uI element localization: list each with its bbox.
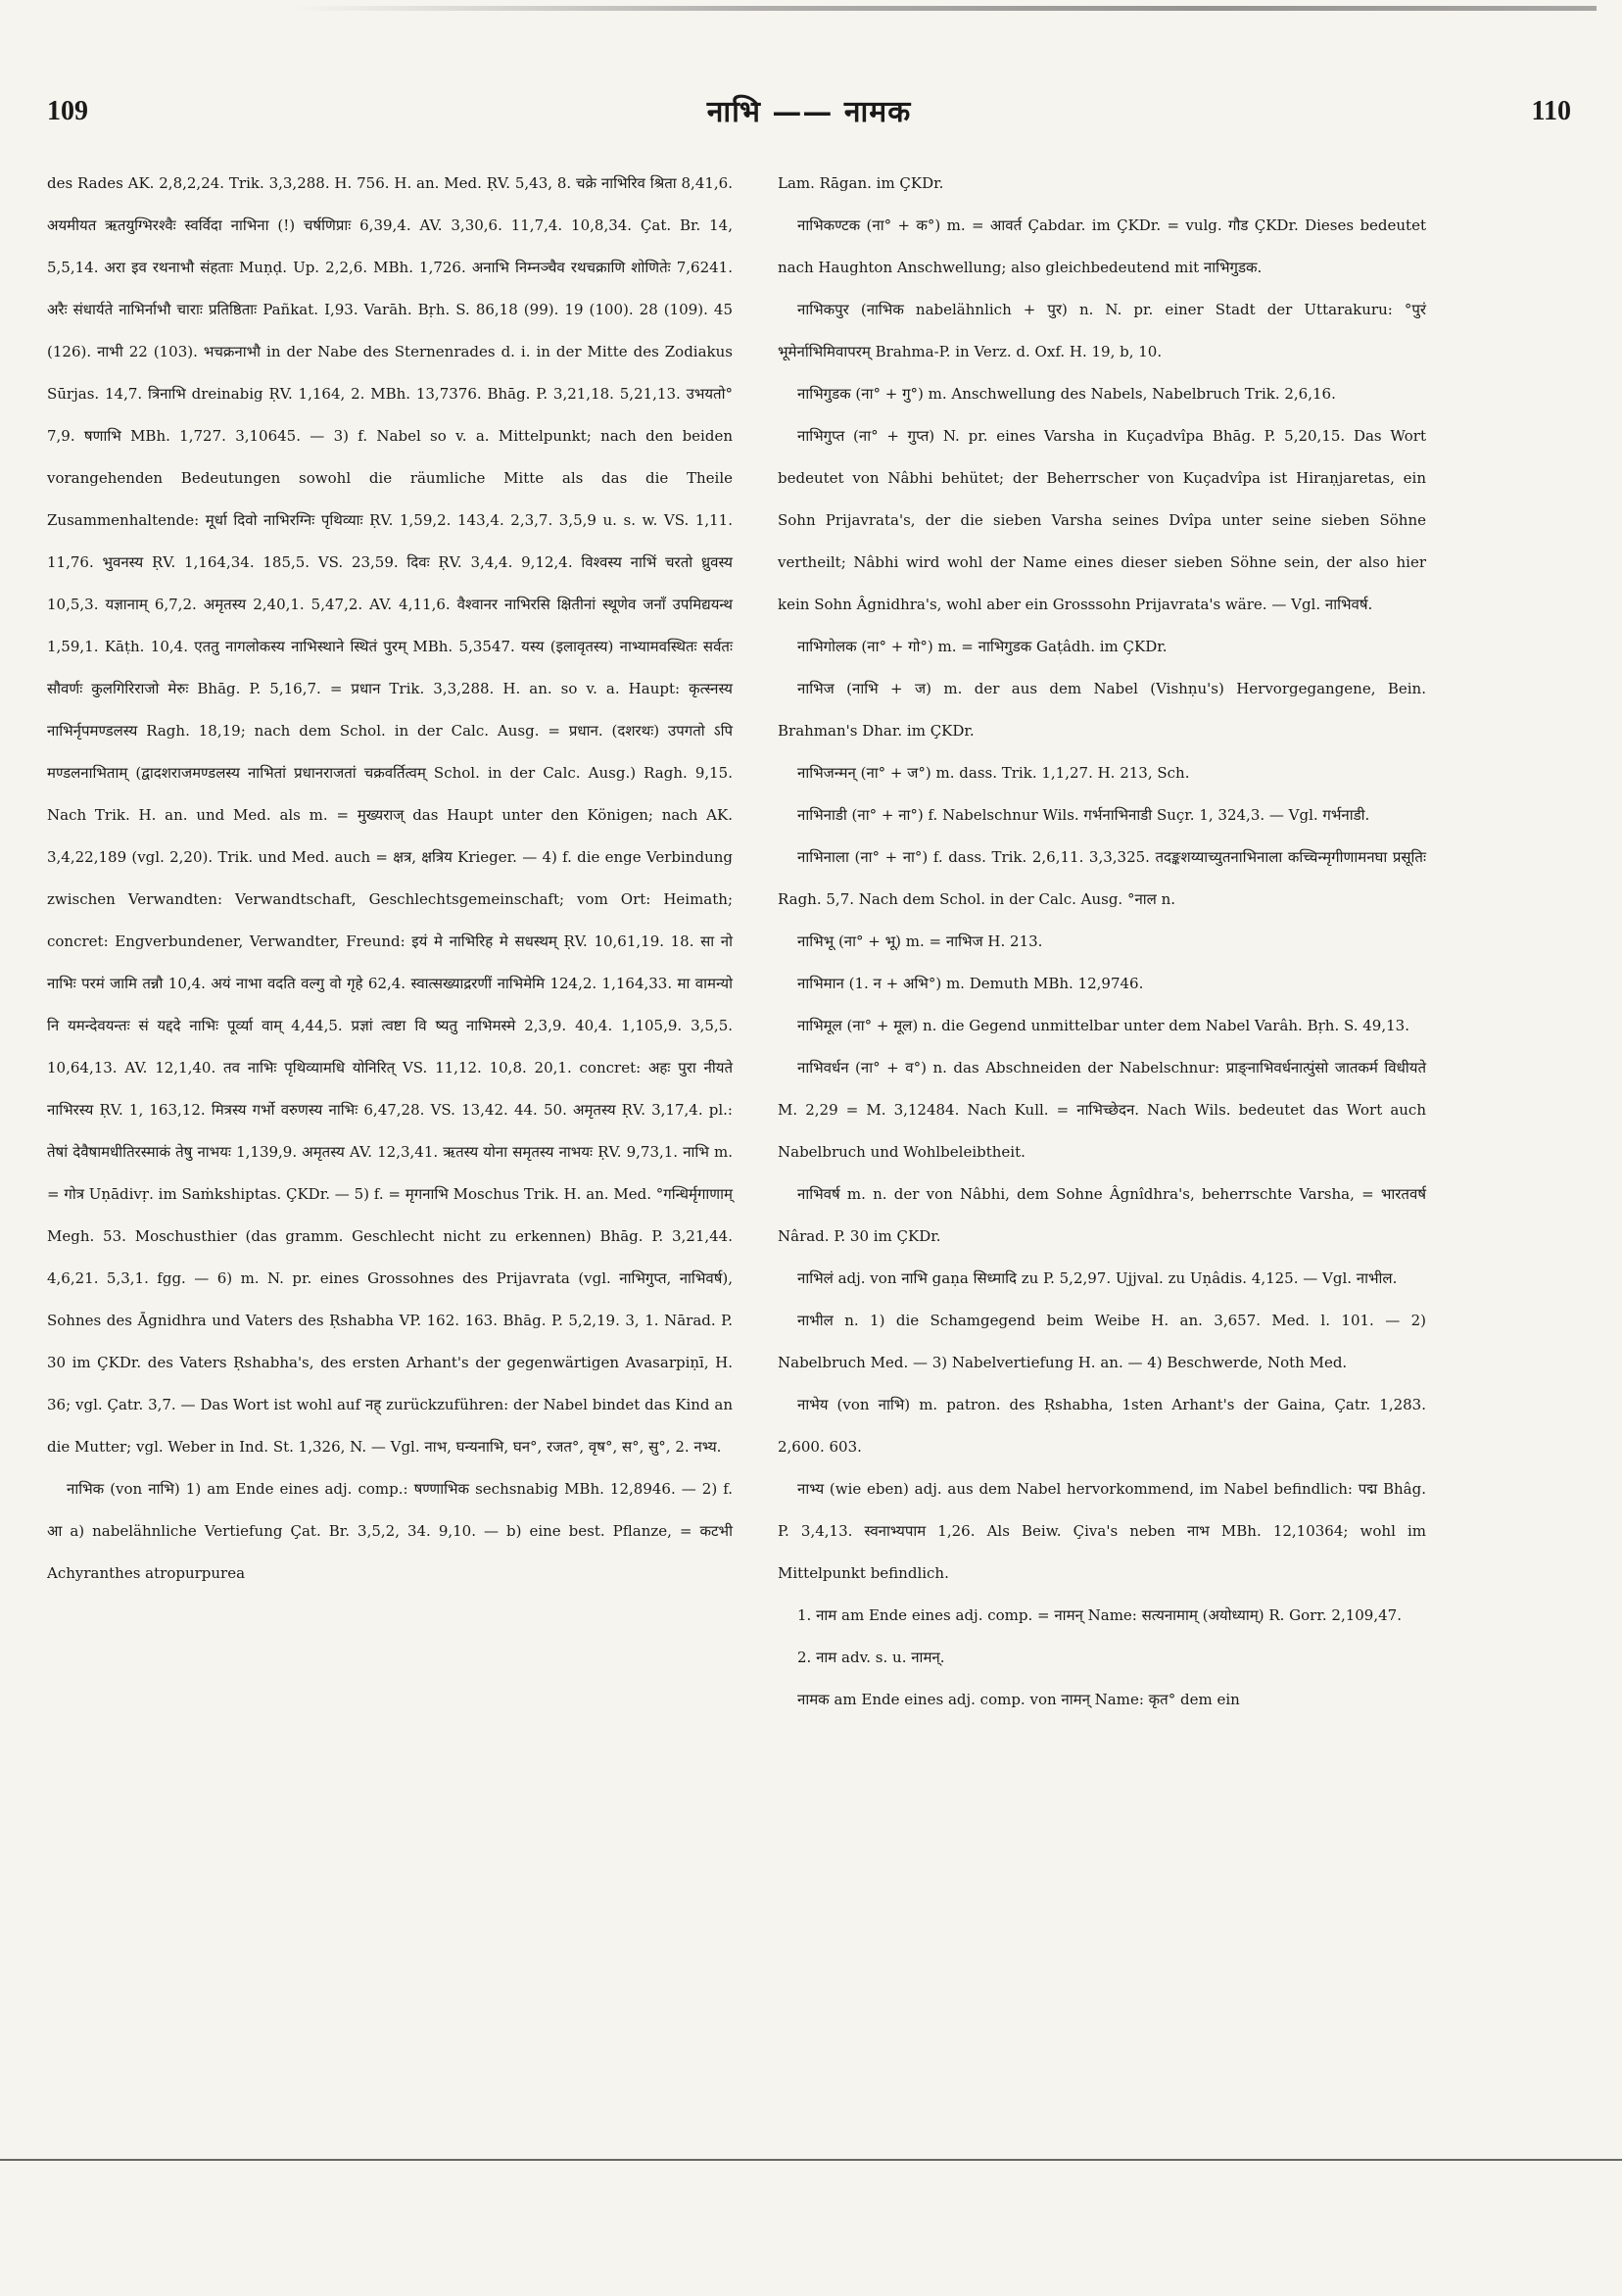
dictionary-entry: नाभिजन्मन् (ना° + ज°) m. dass. Trik. 1,1,27. H. 213, Sch.	[797, 764, 1190, 782]
left-column	[47, 163, 733, 1595]
dictionary-entry: Lam. Rāgan. im ÇKDr.	[778, 174, 944, 192]
dictionary-entry: नाभिमान (1. न + अभि°) m. Demuth MBh. 12,9746.	[797, 975, 1144, 992]
dictionary-entry: नाभिगुडक (ना° + गु°) m. Anschwellung des Nabels, Nabelbruch Trik. 2,6,16.	[797, 385, 1336, 403]
dictionary-entry: नाभिवर्ष m. n. der von Nâbhi, dem Sohne Âgnîdhra's, beherrschte Varsha, = भारतवर्ष Nârad. P. 30 im ÇKDr.	[778, 1185, 1426, 1245]
dictionary-entry: नाभेय (von नाभि) m. patron. des Ṛshabha, 1sten Arhant's der Gaina, Çatr. 1,283. 2,600. 603.	[778, 1396, 1426, 1456]
dictionary-entry: नाभिवर्धन (ना° + व°) n. das Abschneiden der Nabelschnur: प्राङ्नाभिवर्धनात्पुंसो जातकर्म विधीयते M. 2,29 = M. 3,12484. Nach Kull. = नाभिच्छेदन. Nach Wils. bedeutet das Wort auch Nabelbruch und Wohlbeleibtheit.	[778, 1059, 1426, 1161]
dictionary-entry: नामक am Ende eines adj. comp. von नामन् Name: कृत° dem ein	[797, 1691, 1240, 1708]
dictionary-entry: des Rades AK. 2,8,2,24. Trik. 3,3,288. H. 756. H. an. Med. ṚV. 5,43, 8. चक्रे नाभिरिव श्रिता 8,41,6. अयमीयत ऋतयुग्भिरश्वैः स्वर्विदा नाभिना (!) चर्षणिप्राः 6,39,4. AV. 3,30,6. 11,7,4. 10,8,34. Çat. Br. 14, 5,5,14. अरा इव रथनाभौ संहताः Muṇḍ. Up. 2,2,6. MBh. 1,726. अनाभि निम्नञ्चैव रथचक्राणि शोणितेः 7,6241. अरैः संधार्यते नाभिर्नाभौ चाराः प्रतिष्ठिताः Pañkat. I,93. Varāh. Bṛh. S. 86,18 (99). 19 (100). 28 (109). 45 (126). नाभी 22 (103). भचक्रनाभौ in der Nabe des Sternenrades d. i. in der Mitte des Zodiakus Sūrjas. 14,7. त्रिनाभि dreinabig ṚV. 1,164, 2. MBh. 13,7376. Bhāg. P. 3,21,18. 5,21,13. उभयतो° 7,9. षणाभि MBh. 1,727. 3,10645. — 3) f. Nabel so v. a. Mittelpunkt; nach den beiden vorangehenden Bedeutungen sowohl die räumliche Mitte als das die Theile Zusammenhaltende: मूर्धा दिवो नाभिरग्निः पृथिव्याः ṚV. 1,59,2. 143,4. 2,3,7. 3,5,9 u. s. w. VS. 1,11. 11,76. भुवनस्य ṚV. 1,164,34. 185,5. VS. 23,59. दिवः ṚV. 3,4,4. 9,12,4. विश्वस्य नाभिं चरतो ध्रुवस्य 10,5,3. यज्ञानाम् 6,7,2. अमृतस्य 2,40,1. 5,47,2. AV. 4,11,6. वैश्वानर नाभिरसि क्षितीनां स्थूणेव जनाँ उपमिद्ययन्थ 1,59,1. Kāṭh. 10,4. एततु नागलोकस्य नाभिस्थाने स्थितं पुरम् MBh. 5,3547. यस्य (इलावृतस्य) नाभ्यामवस्थितः सर्वतः सौवर्णः कुलगिरिराजो मेरुः Bhāg. P. 5,16,7. = प्रधान Trik. 3,3,288. H. an. so v. a. Haupt: कृत्स्नस्य नाभिर्नृपमण्डलस्य Ragh. 18,19; nach dem Schol. in der Calc. Ausg. = प्रधान. (दशरथः) उपगतो ऽपि मण्डलनाभिताम् (द्वादशराजमण्डलस्य नाभितां प्रधानराजतां चक्रवर्तित्वम् Schol. in der Calc. Ausg.) Ragh. 9,15. Nach Trik. H. an. und Med. als m. = मुख्यराज् das Haupt unter den Königen; nach AK. 3,4,22,189 (vgl. 2,20). Trik. und Med. auch = क्षत्र, क्षत्रिय Krieger. — 4) f. die enge Verbindung zwischen Verwandten: Verwandtschaft, Geschlechtsgemeinschaft; vom Ort: Heimath; concret: Engverbundener, Verwandter, Freund: इयं मे नाभिरिह मे सधस्थम् ṚV. 10,61,19. 18. सा नो नाभिः परमं जामि तन्नौ 10,4. अयं नाभा वदति वल्गु वो गृहे 62,4. स्वात्सख्याद्ररणीं नाभिमेमि 124,2. 1,164,33. मा वामन्यो नि यमन्देवयन्तः सं यद्ददे नाभिः पूर्व्या वाम् 4,44,5. प्रज्ञां त्वष्टा वि ष्यतु नाभिमस्मे 2,3,9. 40,4. 1,105,9. 3,5,5. 10,64,13. AV. 12,1,40. तव नाभिः पृथिव्यामधि योनिरित् VS. 11,12. 10,8. 20,1. concret: अहः पुरा नीयते नाभिरस्य ṚV. 1, 163,12. मित्रस्य गर्भो वरुणस्य नाभिः 6,47,28. VS. 13,42. 44. 50. अमृतस्य ṚV. 3,17,4. pl.: तेषां देवैषामधीतिरस्माकं तेषु नाभयः 1,139,9. अमृतस्य AV. 12,3,41. ऋतस्य योना समृतस्य नाभयः ṚV. 9,73,1. नाभि m. = गोत्र Uṇādivṛ. im Saṁkshiptas. ÇKDr. — 5) f. = मृगनाभि Moschus Trik. H. an. Med. °गन्धिर्मृगाणाम् Megh. 53. Moschusthier (das gramm. Geschlecht nicht zu erkennen) Bhāg. P. 3,21,44. 4,6,21. 5,3,1. fgg. — 6) m. N. pr. eines Grossohnes des Prijavrata (vgl. नाभिगुप्त, नाभिवर्ष), Sohnes des Āgnidhra und Vaters des Ṛshabha VP. 162. 163. Bhāg. P. 5,2,19. 3, 1. Nārad. P. 30 im ÇKDr. des Vaters Ṛshabha's, des ersten Arhant's der gegenwärtigen Avasarpiṇī, H. 36; vgl. Çatr. 3,7. — Das Wort ist wohl auf नह् zurückzuführen: der Nabel bindet das Kind an die Mutter; vgl. Weber in Ind. St. 1,326, N. — Vgl. नाभ, घन्यनाभि, घन°, रजत°, वृष°, स°, सु°, 2. नभ्य.	[47, 174, 733, 1456]
dictionary-entry: नाभिकपुर (नाभिक nabelähnlich + पुर) n. N. pr. einer Stadt der Uttarakuru: °पुरं भूमेर्नाभिमिवापरम् Brahma-P. in Verz. d. Oxf. H. 19, b, 10.	[778, 301, 1426, 360]
dictionary-entry: नाभिक (von नाभि) 1) am Ende eines adj. comp.: षण्णाभिक sechsnabig MBh. 12,8946. — 2) f. आ a) nabelähnliche Vertiefung Çat. Br. 3,5,2, 34. 9,10. — b) eine best. Pflanze, = कटभी Achyranthes atropurpurea	[47, 1480, 733, 1582]
page-header	[47, 96, 1571, 139]
dictionary-entry: नाभिकण्टक (ना° + क°) m. = आवर्त Çabdar. im ÇKDr. = vulg. गौड ÇKDr. Dieses bedeutet nach Haughton Anschwellung; also gleichbedeutend mit नाभिगुडक.	[778, 216, 1426, 276]
page-number-right: 110	[1531, 96, 1571, 126]
page-number-left: 109	[47, 96, 88, 126]
dictionary-entry: नाभिभू (ना° + भू) m. = नाभिज H. 213.	[797, 933, 1043, 950]
dictionary-entry: नाभिगोलक (ना° + गो°) m. = नाभिगुडक Gaṭâdh. im ÇKDr.	[797, 638, 1168, 655]
dictionary-entry: नाभ्य (wie eben) adj. aus dem Nabel hervorkommend, im Nabel befindlich: पद्म Bhâg. P. 3,4,13. स्वनाभ्यपाम 1,26. Als Beiw. Çiva's neben नाभ MBh. 12,10364; wohl im Mittelpunkt befindlich.	[778, 1480, 1426, 1582]
bottom-rule	[0, 2159, 1622, 2161]
dictionary-entry: नाभिगुप्त (ना° + गुप्त) N. pr. eines Varsha in Kuçadvîpa Bhāg. P. 5,20,15. Das Wort bedeutet von Nâbhi behütet; der Beherrscher von Kuçadvîpa ist Hiraṇjaretas, ein Sohn Prijavrata's, der die sieben Varsha seines Dvîpa unter seine sieben Söhne vertheilt; Nâbhi wird wohl der Name eines dieser sieben Söhne sein, der also hier kein Sohn Âgnidhra's, wohl aber ein Grosssohn Prijavrata's wäre. — Vgl. नाभिवर्ष.	[778, 427, 1426, 613]
top-edge-line	[294, 6, 1597, 11]
dictionary-entry: नाभिमूल (ना° + मूल) n. die Gegend unmittelbar unter dem Nabel Varâh. Bṛh. S. 49,13.	[797, 1017, 1409, 1034]
dictionary-entry: नाभिलं adj. von नाभि gaṇa सिध्मादि zu P. 5,2,97. Ujjval. zu Uṇâdis. 4,125. — Vgl. नाभील.	[797, 1269, 1398, 1287]
dictionary-entry: 2. नाम adv. s. u. नामन्.	[797, 1649, 945, 1666]
dictionary-entry: नाभिनाडी (ना° + ना°) f. Nabelschnur Wils. गर्भनाभिनाडी Suçr. 1, 324,3. — Vgl. गर्भनाडी.	[797, 806, 1370, 824]
dictionary-entry: नाभील n. 1) die Schamgegend beim Weibe H. an. 3,657. Med. l. 101. — 2) Nabelbruch Med. — 3) Nabelvertiefung H. an. — 4) Beschwerde, Noth Med.	[778, 1312, 1426, 1371]
running-head: नाभि —— नामक	[706, 95, 912, 129]
dictionary-entry: नाभिनाला (ना° + ना°) f. dass. Trik. 2,6,11. 3,3,325. तदङ्कशय्याच्युतनाभिनाला कच्चिन्मृगीणामनघा प्रसूतिः Ragh. 5,7. Nach dem Schol. in der Calc. Ausg. °नाल n.	[778, 848, 1426, 908]
dictionary-entry: 1. नाम am Ende eines adj. comp. = नामन् Name: सत्यनामाम् (अयोध्याम्) R. Gorr. 2,109,47.	[797, 1606, 1402, 1624]
dictionary-entry: नाभिज (नाभि + ज) m. der aus dem Nabel (Vishṇu's) Hervorgegangene, Bein. Brahman's Dhar. im ÇKDr.	[778, 680, 1426, 740]
right-column	[778, 163, 1426, 1721]
